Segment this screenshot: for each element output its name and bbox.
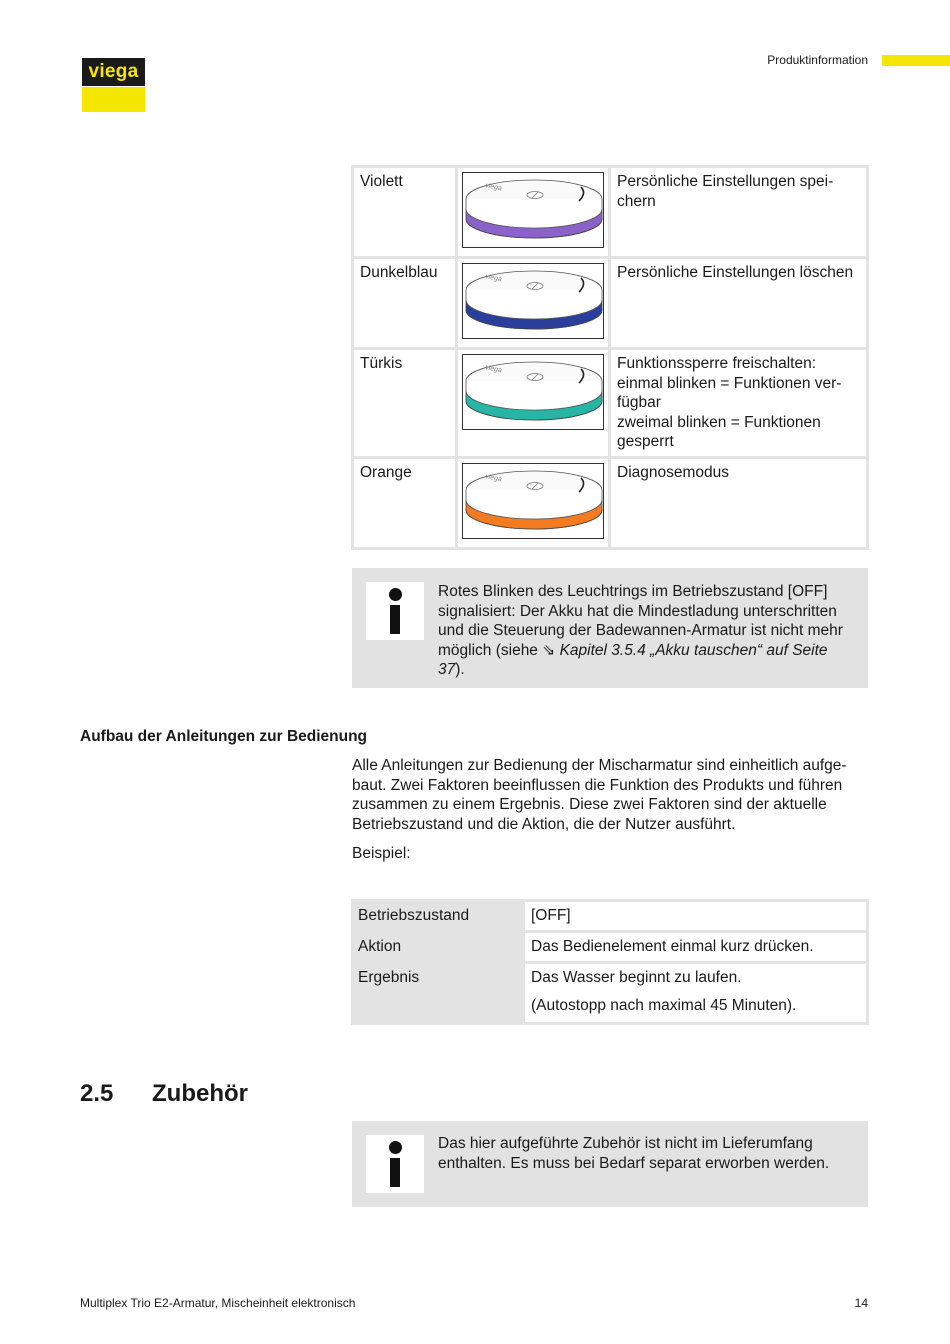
intro-paragraph: Alle Anleitungen zur Bedienung der Mischarmatur sind einheitlich aufge-baut. Zwei Faktoren beeinflussen die Funktion des Produkts und führen zusammen zu einem Ergebnis. Diese zwei Faktoren sind der aktuelle Betriebszustand und die Aktion, die der Nutzer ausführt.	[352, 757, 847, 833]
header-accent-bar	[882, 55, 950, 66]
footer-page-number: 14	[854, 1296, 868, 1310]
led-ring-illustration-cell	[458, 259, 608, 347]
led-table-row	[354, 259, 866, 347]
example-table	[351, 899, 869, 1025]
led-color-table	[351, 165, 869, 550]
example-result-line2: (Autostopp nach maximal 45 Minuten).	[531, 997, 797, 1014]
viega-logo	[82, 58, 145, 112]
led-description: Persönliche Einstellungen spei- chern	[611, 168, 866, 256]
link-arrow-icon: ⇘	[542, 641, 556, 659]
led-description: Funktionssperre freischalten: einmal blinken = Funktionen ver- fügbar zweimal blinken = Funktionen gesperrt	[611, 350, 866, 456]
section-number: 2.5	[80, 1080, 114, 1107]
example-label-result: Ergebnis	[358, 969, 420, 986]
control-ring-illustration	[462, 172, 604, 248]
led-ring-illustration-cell	[458, 168, 608, 256]
info-box-accessories	[352, 1121, 868, 1207]
led-color-name: Dunkelblau	[354, 259, 455, 347]
info-box-battery-text	[438, 582, 858, 680]
control-ring-illustration	[462, 354, 604, 430]
logo-wordmark: viega	[82, 58, 145, 86]
example-value-result	[525, 964, 866, 1022]
header-section-label: Produktinformation	[767, 53, 868, 67]
ring-brand-text: viega	[484, 364, 503, 375]
subsection-heading: Aufbau der Anleitungen zur Bedienung	[80, 728, 368, 745]
info-box-battery	[352, 568, 868, 688]
control-ring-illustration	[462, 463, 604, 539]
led-table-row	[354, 350, 866, 456]
info-icon	[366, 582, 424, 640]
led-color-name: Türkis	[354, 350, 455, 456]
led-color-name: Orange	[354, 459, 455, 547]
logo-yellow-block	[82, 87, 145, 112]
example-label-action: Aktion	[358, 938, 402, 955]
ring-brand-text: viega	[484, 182, 503, 193]
led-table-row	[354, 168, 866, 256]
led-ring-illustration-cell	[458, 350, 608, 456]
info-box-accessories-text: Das hier aufgeführte Zubehör ist nicht im Lieferumfang enthalten. Es muss bei Bedarf separat erworben werden.	[438, 1135, 830, 1172]
ring-brand-text: viega	[484, 273, 503, 284]
info-text-after: ).	[455, 661, 465, 678]
info-icon	[366, 1135, 424, 1193]
example-value-action: Das Bedienelement einmal kurz drücken.	[525, 933, 866, 961]
led-description: Persönliche Einstellungen löschen	[611, 259, 866, 347]
chapter-link[interactable]: Kapitel 3.5.4 „Akku tauschen“ auf Seite 37	[438, 641, 828, 678]
footer-document-title: Multiplex Trio E2-Armatur, Mischeinheit elektronisch	[80, 1296, 356, 1310]
led-table-row	[354, 459, 866, 547]
example-label: Beispiel:	[352, 845, 411, 862]
section-title: Zubehör	[152, 1080, 248, 1107]
led-description: Diagnosemodus	[611, 459, 866, 547]
info-text-before: Rotes Blinken des Leuchtrings im Betriebszustand [OFF] signalisiert: Der Akku hat die Mindestladung unterschritten und die Steuerung der Badewannen-Armatur ist nicht mehr möglich (siehe	[438, 583, 843, 659]
led-color-name: Violett	[354, 168, 455, 256]
led-ring-illustration-cell	[458, 459, 608, 547]
example-label-state: Betriebszustand	[358, 907, 470, 924]
example-result-line1: Das Wasser beginnt zu laufen.	[531, 969, 742, 986]
ring-brand-text: viega	[484, 472, 503, 483]
example-value-state: [OFF]	[525, 902, 866, 930]
control-ring-illustration	[462, 263, 604, 339]
